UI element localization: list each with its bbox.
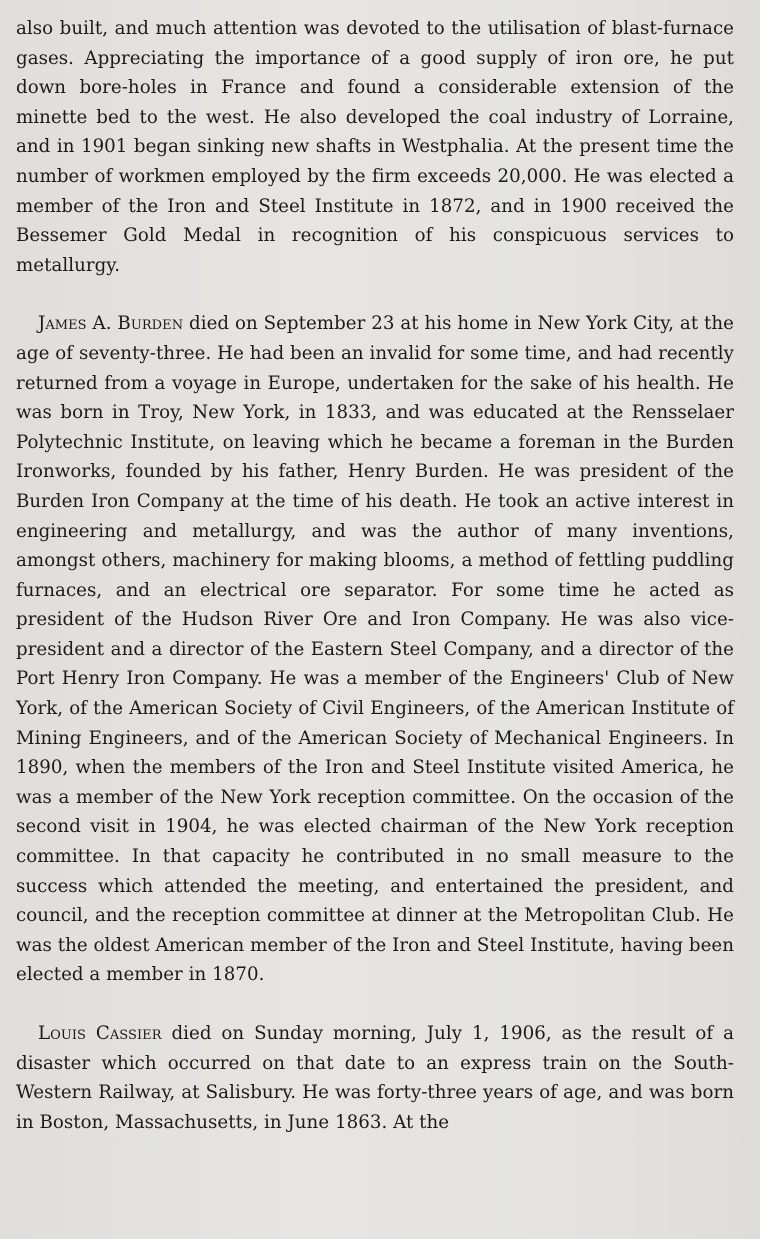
paragraph-text: died on Sunday morning, July 1, 1906, as the result of a disaster which occurred on that date to an express train on the South-Western Railway, at Salisbury. He was forty-three years of age, and was born in Boston, Massachusetts, in June 1863. At the (16, 1023, 735, 1133)
person-name: James A. Burden (38, 313, 184, 335)
paragraph-text: died on September 23 at his home in New York City, at the age of seventy-three. He had been an invalid for some time, and had recently returned from a voyage in Europe, undertaken for the sake of his health. He was born in Troy, New York, in 1833, and was educated at the Rensselaer Polytechnic Institute, on leaving which he became a foreman in the Burden Ironworks, founded by his father, Henry Burden. He was president of the Burden Iron Company at the time of his death. He took an active interest in engineering and metallurgy, and was the author of many inventions, amongst others, machinery for making blooms, a method of fettling puddling furnaces, and an electrical ore separator. For some time he acted as president of the Hudson River Ore and Iron Company. He was also vice-president and a director of the Eastern Steel Company, and a director of the Port Henry Iron Company. He was a member of the Engineers' Club of New York, of the American Society of Civil Engineers, of the American Institute of Mining Engineers, and of the American Society of Mechanical Engineers. In 1890, when the members of the Iron and Steel Institute visited America, he was a member of the New York reception committee. On the occasion of the second visit in 1904, he was elected chairman of the New York reception committee. In that capacity he contributed in no small measure to the success which attended the meeting, and entertained the president, and council, and the reception committee at dinner at the Metropolitan Club. He was the oldest American member of the Iron and Steel Institute, having been elected a member in 1870. (16, 313, 734, 986)
obituary-cassier (16, 1019, 734, 1137)
paragraph-continued (16, 14, 734, 280)
person-name: Louis Cassier (38, 1023, 162, 1044)
paragraph-text: also built, and much attention was devoted to the utilisation of blast-furnace gases. Appreciating the importance of a good supply of iron ore, he put down bore-holes in France and found a considerable extension of the minette bed to the west. He also developed the coal industry of Lorraine, and in 1901 began sinking new shafts in Westphalia. At the present time the number of workmen employed by the firm exceeds 20,000. He was elected a member of the Iron and Steel Institute in 1872, and in 1900 received the Bessemer Gold Medal in recognition of his conspicuous services to metallurgy. (16, 18, 734, 276)
obituary-burden (16, 309, 734, 990)
